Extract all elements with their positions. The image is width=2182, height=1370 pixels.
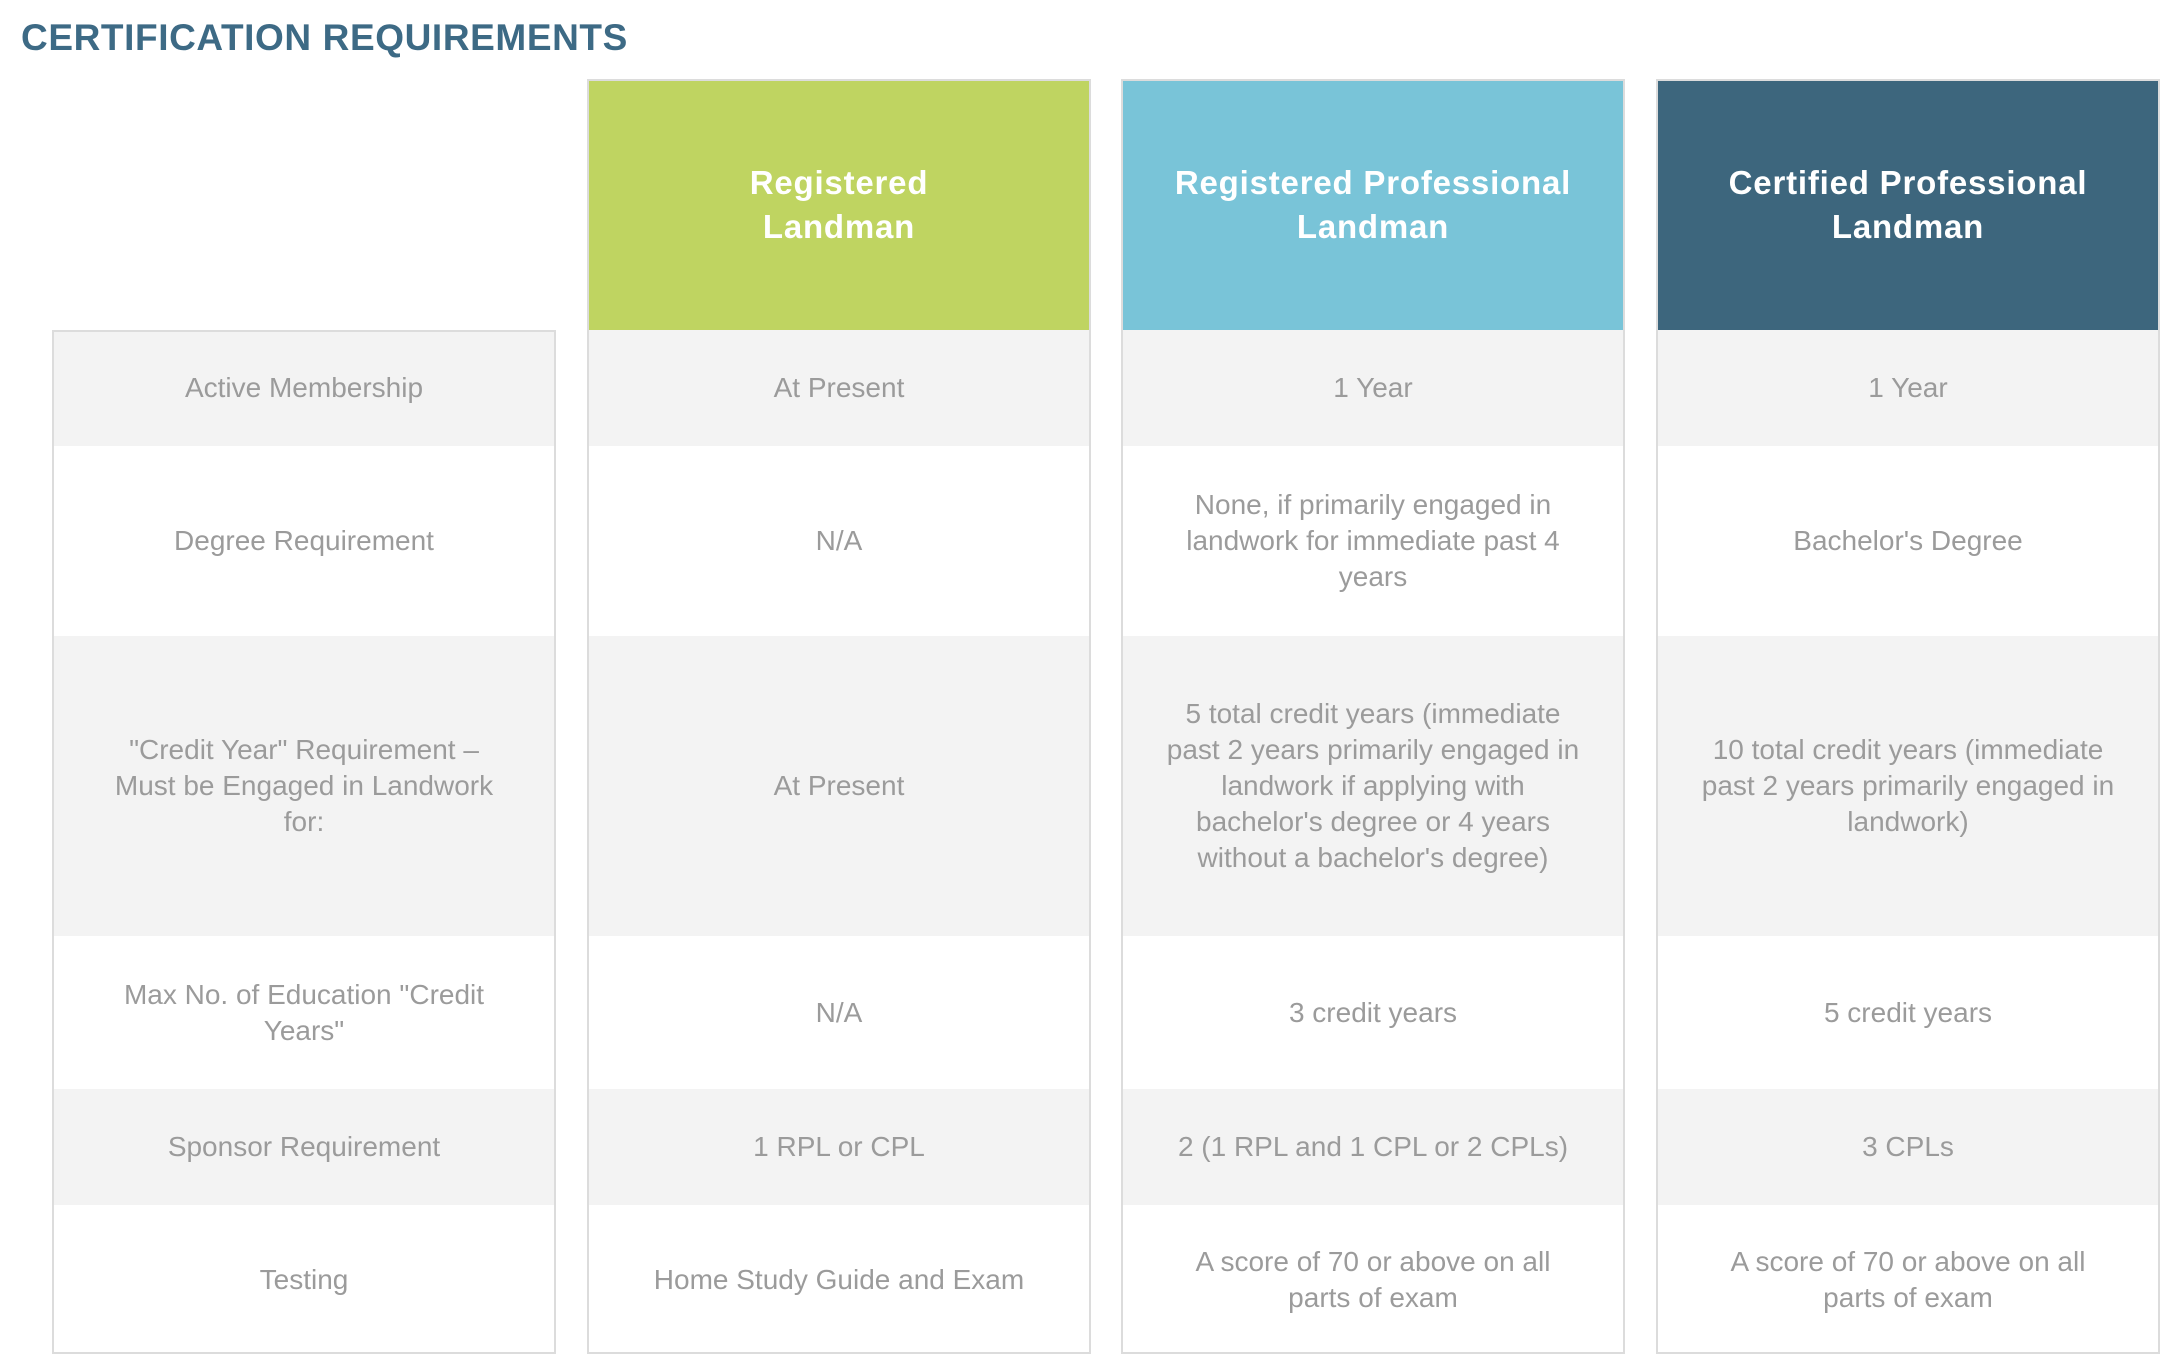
requirement-labels-column — [52, 79, 556, 1354]
column-registered-landman — [587, 79, 1091, 1354]
row-label-credit-year: "Credit Year" Requirement – Must be Engaged in Landwork for: — [52, 636, 556, 936]
cell-rl-credit-year: At Present — [587, 636, 1091, 936]
header-registered-professional-landman: Registered Professional Landman — [1121, 79, 1625, 330]
row-label-degree-requirement: Degree Requirement — [52, 446, 556, 636]
row-label-max-education-credit: Max No. of Education "Credit Years" — [52, 936, 556, 1089]
page-title: CERTIFICATION REQUIREMENTS — [21, 17, 628, 58]
cell-rl-degree-requirement: N/A — [587, 446, 1091, 636]
cell-rpl-active-membership: 1 Year — [1121, 330, 1625, 446]
row-label-testing: Testing — [52, 1205, 556, 1354]
row-label-sponsor-requirement: Sponsor Requirement — [52, 1089, 556, 1205]
cell-rpl-degree-requirement: None, if primarily engaged in landwork for immediate past 4 years — [1121, 446, 1625, 636]
cell-rpl-credit-year: 5 total credit years (immediate past 2 years primarily engaged in landwork if applying with bachelor's degree or 4 years without a bachelor's degree) — [1121, 636, 1625, 936]
cell-cpl-credit-year: 10 total credit years (immediate past 2 years primarily engaged in landwork) — [1656, 636, 2160, 936]
cell-rpl-sponsor-requirement: 2 (1 RPL and 1 CPL or 2 CPLs) — [1121, 1089, 1625, 1205]
cell-cpl-degree-requirement: Bachelor's Degree — [1656, 446, 2160, 636]
cell-cpl-active-membership: 1 Year — [1656, 330, 2160, 446]
cell-cpl-max-education-credit: 5 credit years — [1656, 936, 2160, 1089]
cell-rl-active-membership: At Present — [587, 330, 1091, 446]
row-label-active-membership: Active Membership — [52, 330, 556, 446]
cell-rl-max-education-credit: N/A — [587, 936, 1091, 1089]
cell-cpl-testing: A score of 70 or above on all parts of exam — [1656, 1205, 2160, 1354]
column-certified-professional-landman — [1656, 79, 2160, 1354]
cell-rl-sponsor-requirement: 1 RPL or CPL — [587, 1089, 1091, 1205]
column-registered-professional-landman — [1121, 79, 1625, 1354]
cell-rpl-max-education-credit: 3 credit years — [1121, 936, 1625, 1089]
header-certified-professional-landman: Certified Professional Landman — [1656, 79, 2160, 330]
cell-rl-testing: Home Study Guide and Exam — [587, 1205, 1091, 1354]
cell-rpl-testing: A score of 70 or above on all parts of exam — [1121, 1205, 1625, 1354]
header-registered-landman: Registered Landman — [587, 79, 1091, 330]
cell-cpl-sponsor-requirement: 3 CPLs — [1656, 1089, 2160, 1205]
